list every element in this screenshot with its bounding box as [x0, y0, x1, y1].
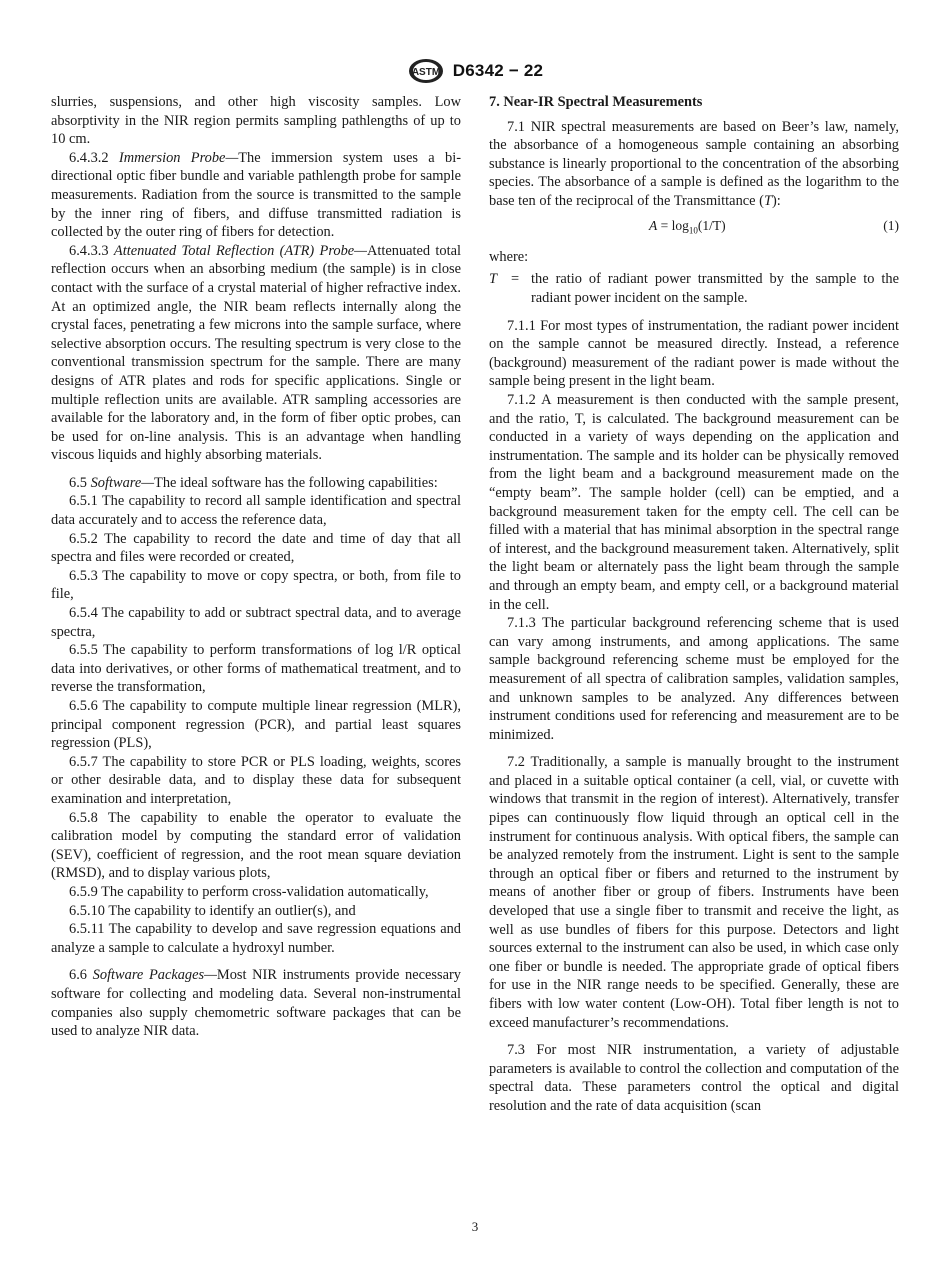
paragraph-7-1-3: 7.1.3 The particular background referencing scheme that is used can vary among instruments, and among applications. The same sample background referencing scheme must be employed for the measurement of all spectra of calibration samples, validation samples, and unknown samples to be analyzed. Any differences between instrument conditions used for referencing and measurement are to be minimized.	[489, 615, 899, 743]
where-label: where:	[489, 248, 529, 265]
paragraph-6-6: 6.6 Software Packages—Most NIR instruments provide necessary software for collecting and modeling data. Several non-instrumental companies also supply chemometric software packages that can be used to analyze NIR data.	[51, 967, 461, 1040]
software-item: 6.5.3 The capability to move or copy spectra, or both, from file to file,	[51, 567, 461, 603]
svg-text:ASTM: ASTM	[411, 67, 440, 78]
page-number: 3	[471, 1219, 479, 1234]
definition-text: the ratio of radiant power transmitted by the sample to the radiant power incident on the sample.	[531, 271, 899, 307]
paragraph-7-3: 7.3 For most NIR instrumentation, a variety of adjustable parameters is available to control the collection and computation of the spectral data. These parameters control the optical and digital resolution and the rate of data acquisition (scan	[489, 1042, 899, 1114]
software-item: 6.5.10 The capability to identify an outlier(s), and	[69, 902, 356, 919]
software-item: 6.5.9 The capability to perform cross-validation automatically,	[69, 883, 429, 900]
document-id: D6342 − 22	[452, 61, 544, 80]
definition-equals: =	[511, 271, 520, 288]
paragraph-7-1-1: 7.1.1 For most types of instrumentation, the radiant power incident on the sample cannot be measured directly. Instead, a reference (background) measurement of the radiant power is made without the sample being present in the light beam.	[489, 317, 899, 390]
astm-logo-icon	[407, 58, 445, 84]
paragraph-7-1: 7.1 NIR spectral measurements are based on Beer’s law, namely, the absorbance of a homogeneous sample containing an absorbing substance is linearly proportional to the concentration of the absorbing species. The absorbance of a sample is defined as the logarithm to the base ten of the reciprocal of the Transmittance (T):	[489, 118, 899, 209]
paragraph-continuation: slurries, suspensions, and other high viscosity samples. Low absorptivity in the NIR region permits sampling pathlengths of up to 10 cm.	[51, 94, 461, 148]
paragraph-7-2: 7.2 Traditionally, a sample is manually brought to the instrument and placed in a suitable optical container (a cell, vial, or cuvette with windows that transmit in the region of interest). Alternatively, transfer pipes can continuously flow liquid through an optical cell in the instrument for continuous analysis. With optical fibers, the sample can be analyzed remotely from the instrument. Light is sent to the sample through an optical fiber or fibers and returned to the instrument by means of another fiber or group of fibers. Instruments have been developed that use a single fiber to transmit and receive the light, as well as use bundles of fibers for this purpose. Detectors and light sources external to the instrument can also be used, in which case only one fiber or bundle is needed. The appropriate grade of optical fibers for use in the NIR range needs to be specified. Generally, these are fibers with low water content (Low-OH). Total fiber length is not to exceed manufacturer’s recommendations.	[489, 754, 899, 1031]
software-item: 6.5.1 The capability to record all sample identification and spectral data accurately and to access the reference data,	[51, 493, 461, 529]
software-item: 6.5.7 The capability to store PCR or PLS loading, weights, scores or other desirable data, and to display these data for subsequent examination and interpretation,	[51, 753, 461, 807]
equation-number: (1)	[883, 217, 899, 233]
right-column	[489, 93, 899, 1116]
software-item: 6.5.5 The capability to perform transformations of log l/R optical data into derivatives, or other forms of mathematical treatment, and to reverse the transformation,	[51, 642, 461, 696]
software-item: 6.5.8 The capability to enable the operator to evaluate the calibration model by computing the standard error of validation (SEV), coefficient of regression, and the root mean square deviation (RMSD), and to display various plots,	[51, 809, 461, 882]
paragraph-6-4-3-3: 6.4.3.3 Attenuated Total Reflection (ATR) Probe—Attenuated total reflection occurs when an absorbing medium (the sample) is in close contact with the surface of a crystal material of higher refractive index. At an optimized angle, the NIR beam reflects internally along the crystal faces, penetrating a few microns into the sample surface, where selective absorption occurs. The resulting spectrum is very close to the conventional transmission spectrum for the sample. There are many designs of ATR plates and rods for specific applications. Single or multiple reflection units are available. ATR sampling accessories are available for the laboratory and, in the form of fiber optic probes, can be used for on-line analysis. This is an advantage when handling viscous liquids and highly absorbing materials.	[51, 242, 462, 464]
definition-T	[489, 270, 899, 307]
page-header	[0, 56, 950, 86]
paragraph-7-1-2: 7.1.2 A measurement is then conducted with the sample present, and the ratio, T, is calculated. The background measurement can be conducted in a variety of ways depending on the application and instrumentation. The sample and its holder can be physically removed from the light beam and a background measurement made on the “empty beam”. The sample holder (cell) can be emptied, and a background measurement taken for the empty cell. The cell can be filled with a material that has minimal absorption in the spectral range of interest, and the background measurement taken. Alternatively, split the light beam or alternately pass the light beam through the sample and through an empty beam, and empty cell, or a background material in the cell.	[489, 392, 899, 613]
paragraph-6-5: 6.5 Software—The ideal software has the following capabilities:	[69, 474, 438, 491]
paragraph-6-4-3-2: 6.4.3.2 Immersion Probe—The immersion system uses a bi-directional optic fiber bundle and variable pathlength probe for sample measurements. Radiation from the source is transmitted to the sample by the inner ring of fibers, and diffuse transmitted radiation is collected by the outer ring of fibers for detection.	[51, 149, 461, 241]
software-item: 6.5.6 The capability to compute multiple linear regression (MLR), principal component regression (PCR), and partial least squares regression (PLS),	[51, 698, 461, 752]
left-column	[51, 93, 461, 1041]
definition-symbol: T	[489, 271, 498, 288]
software-item: 6.5.11 The capability to develop and save regression equations and analyze a sample to calculate a hydroxyl number.	[51, 921, 461, 956]
software-item: 6.5.2 The capability to record the date and time of day that all spectra and files were recorded or created,	[51, 530, 461, 566]
equation-body: $A = \log_{10}(1/T)$	[649, 217, 726, 236]
software-item: 6.5.4 The capability to add or subtract spectral data, and to average spectra,	[51, 605, 461, 640]
equation-1	[489, 217, 899, 240]
section-title: 7. Near-IR Spectral Measurements	[489, 94, 703, 110]
